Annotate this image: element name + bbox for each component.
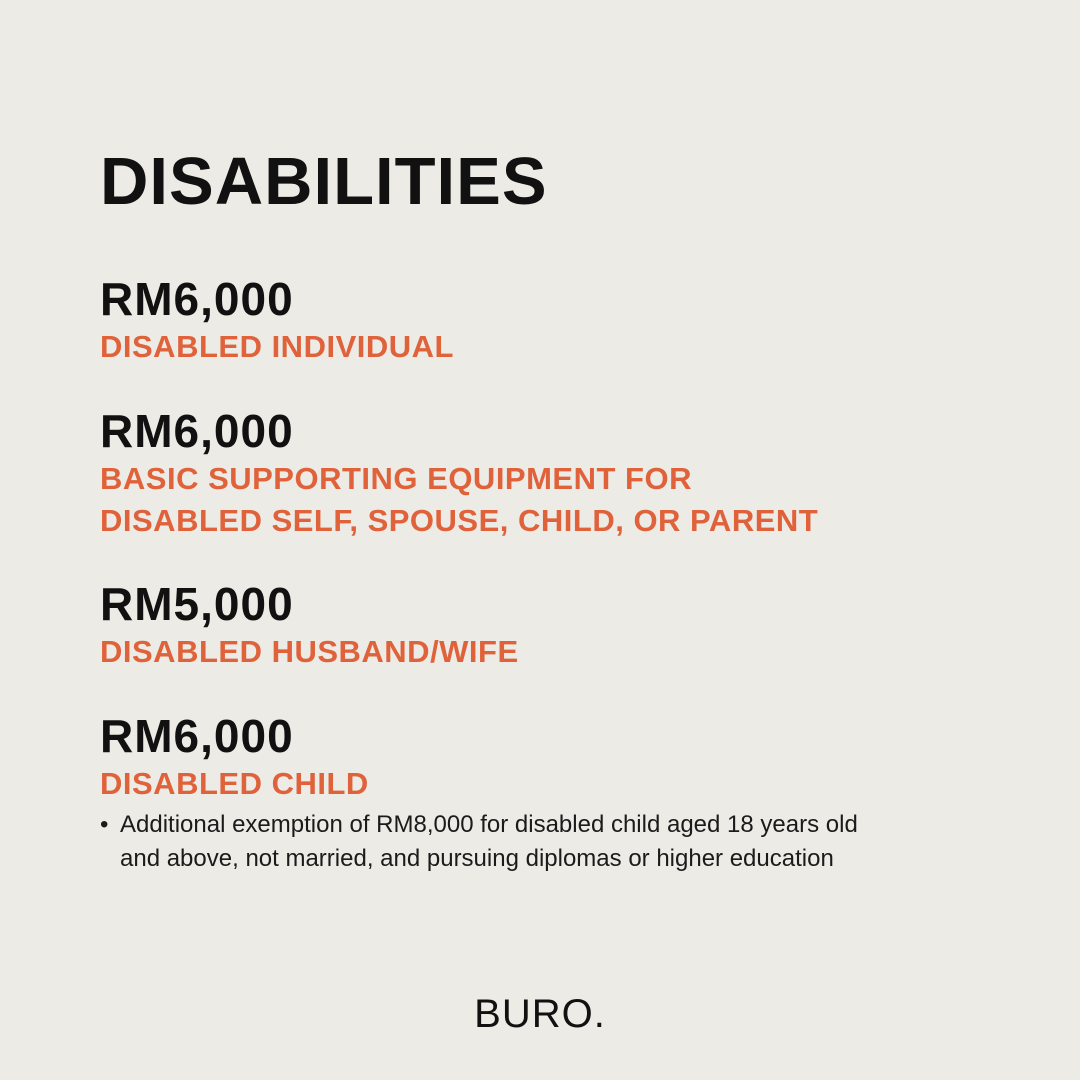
additional-exemption-note xyxy=(100,808,940,876)
relief-item-disabled-child xyxy=(100,709,1000,805)
relief-item-supporting-equipment xyxy=(100,404,1000,542)
relief-label: DISABLED INDIVIDUAL xyxy=(100,329,454,364)
relief-amount: RM6,000 xyxy=(100,710,294,762)
relief-item-disabled-individual xyxy=(100,272,1000,368)
relief-amount: RM6,000 xyxy=(100,405,294,457)
relief-amount: RM6,000 xyxy=(100,273,294,325)
relief-label: DISABLED CHILD xyxy=(100,766,369,801)
relief-label-line-2: DISABLED SELF, SPOUSE, CHILD, OR PARENT xyxy=(100,503,819,538)
relief-label-line-1: BASIC SUPPORTING EQUIPMENT FOR xyxy=(100,461,692,496)
note-line-2: and above, not married, and pursuing diplomas or higher education xyxy=(120,845,834,872)
relief-amount: RM5,000 xyxy=(100,578,294,630)
buro-logo: BURO. xyxy=(474,992,606,1036)
relief-item-disabled-spouse xyxy=(100,577,1000,673)
page-title: DISABILITIES xyxy=(100,144,548,219)
note-text xyxy=(120,808,940,876)
relief-label: DISABLED HUSBAND/WIFE xyxy=(100,634,519,669)
bullet-icon: • xyxy=(100,811,109,838)
note-line-1: Additional exemption of RM8,000 for disabled child aged 18 years old xyxy=(120,811,858,838)
